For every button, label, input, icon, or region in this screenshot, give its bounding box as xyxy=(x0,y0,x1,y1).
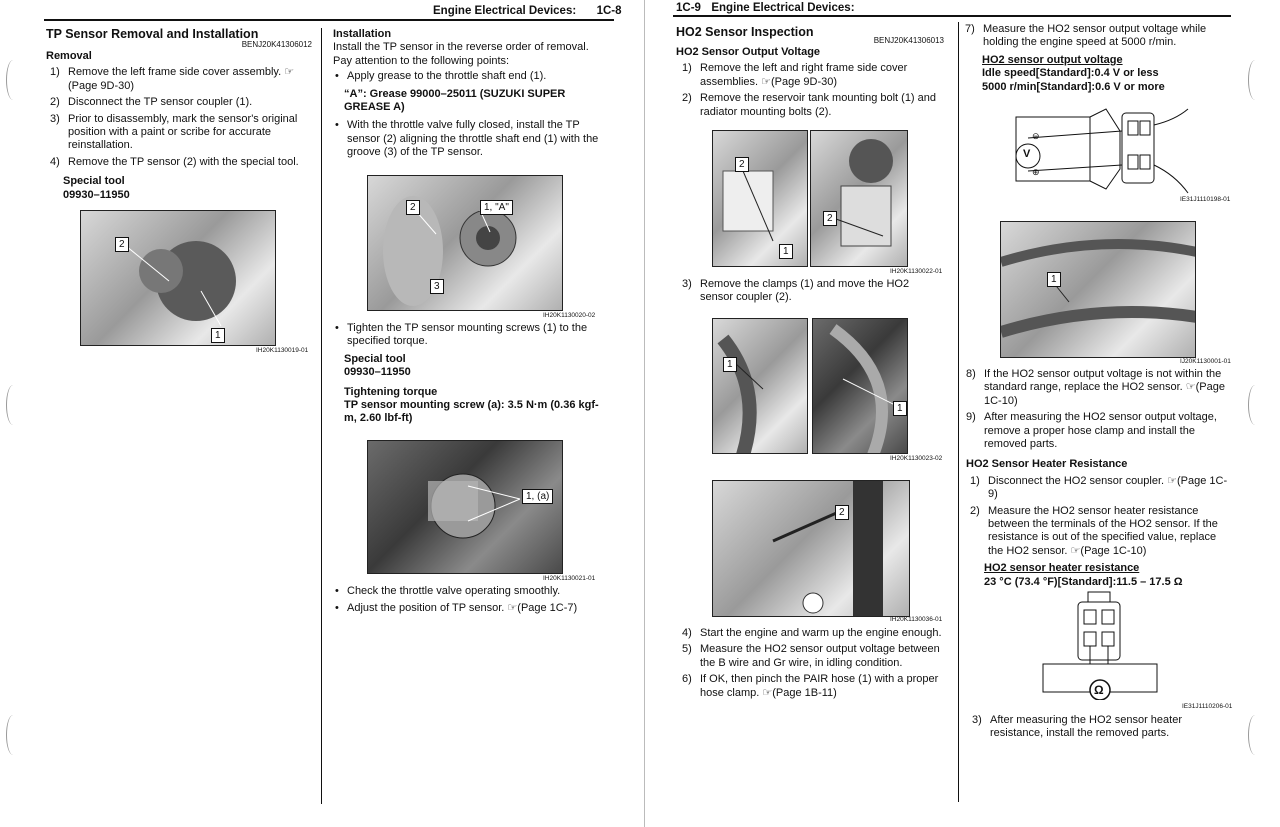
callout-label: 2 xyxy=(735,157,749,172)
spec-line: 23 °C (73.4 °F)[Standard]:11.5 – 17.5 Ω xyxy=(984,575,1183,588)
special-tool-label: Special tool xyxy=(344,352,406,365)
scan-edge-mark xyxy=(1248,385,1262,425)
callout-label: 3 xyxy=(430,279,444,294)
tp-removal-section xyxy=(46,27,312,202)
minus-terminal: ⊖ xyxy=(1032,131,1040,141)
figure-caption: IJ20K1130001-01 xyxy=(1180,358,1231,365)
torque-label: Tightening torque xyxy=(344,385,438,398)
callout-label: 2 xyxy=(823,211,837,226)
throttle-shaft-photo xyxy=(367,175,563,311)
section-subtitle: HO2 Sensor Output Voltage xyxy=(676,46,821,58)
section-title: TP Sensor Removal and Installation xyxy=(46,27,259,41)
figure-caption: IE31J1110206-01 xyxy=(1182,703,1233,710)
list-item: 1) Remove the left frame side cover assembly. ☞(Page 9D-30) xyxy=(50,66,295,92)
callout-label: 2 xyxy=(115,237,129,252)
section-subtitle: Removal xyxy=(46,50,92,62)
list-item: • Apply grease to the throttle shaft end (1). xyxy=(333,70,601,83)
page-gutter xyxy=(644,0,645,827)
callout-label: 1 xyxy=(779,244,793,259)
left-header-page: 1C-8 xyxy=(596,5,622,17)
figure-caption: IH20K1130020-02 xyxy=(543,312,596,319)
list-item: 3) Remove the clamps (1) and move the HO2 sensor coupler (2). xyxy=(682,278,910,304)
list-item: 9) After measuring the HO2 sensor output voltage, remove a proper hose clamp and install the removed parts. xyxy=(966,411,1217,451)
list-item: • Tighten the TP sensor mounting screws (1) to the specified torque. xyxy=(333,322,601,349)
grease-note: “A”: Grease 99000–25011 (SUZUKI SUPER GREASE A) xyxy=(344,87,566,114)
voltmeter-diagram xyxy=(1010,105,1190,195)
clamp-photo-right xyxy=(812,318,908,454)
list-item: 7) Measure the HO2 sensor output voltage while holding the engine speed at 5000 r/min. xyxy=(965,23,1207,49)
list-item: 1) Remove the left and right frame side cover assemblies. ☞(Page 9D-30) xyxy=(682,62,908,88)
figure-caption: IH20K1130023-02 xyxy=(890,455,943,462)
coupler-photo xyxy=(712,480,910,617)
section-code: BENJ20K41306012 xyxy=(241,40,312,50)
ho2-steps-4-6 xyxy=(682,627,946,703)
column-divider xyxy=(958,22,959,802)
torque-value: TP sensor mounting screw (a): 3.5 N·m (0.36 kgf-m, 2.60 lbf-ft) xyxy=(344,399,599,425)
ohm-symbol: Ω xyxy=(1094,683,1104,697)
list-item: • With the throttle valve fully closed, install the TP sensor (2) aligning the throttle shaft end (1) with the groove (3) of the TP sensor. xyxy=(333,119,601,159)
section-code: BENJ20K41306013 xyxy=(873,36,944,46)
section-title: HO2 Sensor Heater Resistance xyxy=(966,458,1128,471)
callout-label: 1, "A" xyxy=(480,200,513,215)
ho2-heater-final xyxy=(972,714,1234,744)
callout-label: 1 xyxy=(893,401,907,416)
spec-line: Idle speed[Standard]:0.4 V or less xyxy=(982,67,1159,80)
special-tool-number: 09930–11950 xyxy=(344,366,411,379)
spec-title: HO2 sensor heater resistance xyxy=(984,562,1140,575)
callout-label: 1 xyxy=(211,328,225,343)
list-item: 1) Disconnect the HO2 sensor coupler. ☞(Page 1C-9) xyxy=(970,474,1228,501)
list-item: 4) Remove the TP sensor (2) with the special tool. xyxy=(50,155,299,168)
figure-caption: IE31J1110198-01 xyxy=(1180,196,1231,203)
figure-caption: IH20K1130021-01 xyxy=(543,575,596,582)
tp-installation-section xyxy=(333,28,601,164)
list-item: 2) Disconnect the TP sensor coupler (1). xyxy=(50,96,253,109)
pair-hose-photo xyxy=(1000,221,1196,358)
ho2-step3 xyxy=(682,278,944,308)
tp-screw-photo xyxy=(367,440,563,574)
list-item: 3) Prior to disassembly, mark the sensor's original position with a paint or scribe for accurate reinstallation. xyxy=(50,112,298,152)
list-item: 2) Remove the reservoir tank mounting bolt (1) and radiator mounting bolts (2). xyxy=(682,92,937,118)
figure-caption: IH20K1130036-01 xyxy=(890,616,943,623)
list-item: 6) If OK, then pinch the PAIR hose (1) with a proper hose clamp. ☞(Page 1B-11) xyxy=(682,673,939,699)
header-rule xyxy=(44,19,614,21)
spec-line: 5000 r/min[Standard]:0.6 V or more xyxy=(982,80,1165,93)
section-title: Installation xyxy=(333,28,392,40)
left-header-title: Engine Electrical Devices: xyxy=(433,5,577,17)
callout-label: 1 xyxy=(1047,272,1061,287)
figure-caption: IH20K1130019-01 xyxy=(256,347,309,354)
reservoir-photo-left xyxy=(712,130,808,267)
scan-edge-mark xyxy=(6,715,20,755)
callout-label: 1, (a) xyxy=(522,489,553,504)
list-item: 3) After measuring the HO2 sensor heater resistance, install the removed parts. xyxy=(972,714,1182,740)
ho2-voltage-spec xyxy=(965,23,1235,94)
right-header-title: Engine Electrical Devices: xyxy=(711,2,855,14)
ho2-inspection-section xyxy=(676,25,944,122)
special-tool-number: 09930–11950 xyxy=(63,188,130,201)
list-item: • Check the throttle valve operating smoothly. xyxy=(333,585,601,598)
scan-edge-mark xyxy=(6,60,20,100)
list-item: 8) If the HO2 sensor output voltage is not within the standard range, replace the HO2 sensor. ☞(Page 1C-10) xyxy=(966,368,1226,407)
tp-sensor-photo xyxy=(80,210,276,346)
scan-edge-mark xyxy=(1248,715,1262,755)
special-tool-label: Special tool xyxy=(63,175,125,188)
ho2-heater-section xyxy=(966,368,1234,589)
voltmeter-symbol: V xyxy=(1023,148,1031,160)
reservoir-photo-right xyxy=(810,130,908,267)
column-divider xyxy=(321,28,322,804)
spec-title: HO2 sensor output voltage xyxy=(982,53,1123,66)
tp-installation-torque xyxy=(333,322,601,426)
tp-installation-final xyxy=(333,585,601,620)
scan-edge-mark xyxy=(6,385,20,425)
plus-terminal: ⊕ xyxy=(1032,167,1040,177)
header-rule xyxy=(673,15,1231,17)
clamp-photo-left xyxy=(712,318,808,454)
installation-intro: Install the TP sensor in the reverse order of removal. Pay attention to the following points: xyxy=(333,41,589,67)
list-item: • Adjust the position of TP sensor. ☞(Page 1C-7) xyxy=(333,602,601,615)
list-item: 2) Measure the HO2 sensor heater resistance between the terminals of the HO2 sensor. If the resistance is out of the specified value, replace the HO2 sensor. ☞(Page 1C-10) xyxy=(970,504,1218,557)
scan-edge-mark xyxy=(1248,60,1262,100)
figure-caption: IH20K1130022-01 xyxy=(890,268,943,275)
section-title: HO2 Sensor Inspection xyxy=(676,25,814,39)
callout-label: 2 xyxy=(835,505,849,520)
callout-label: 2 xyxy=(406,200,420,215)
list-item: 4) Start the engine and warm up the engine enough. xyxy=(682,627,942,639)
right-header-page: 1C-9 xyxy=(676,2,701,14)
ohmmeter-diagram xyxy=(1040,590,1160,700)
list-item: 5) Measure the HO2 sensor output voltage between the B wire and Gr wire, in idling condition. xyxy=(682,643,940,669)
callout-label: 1 xyxy=(723,357,737,372)
